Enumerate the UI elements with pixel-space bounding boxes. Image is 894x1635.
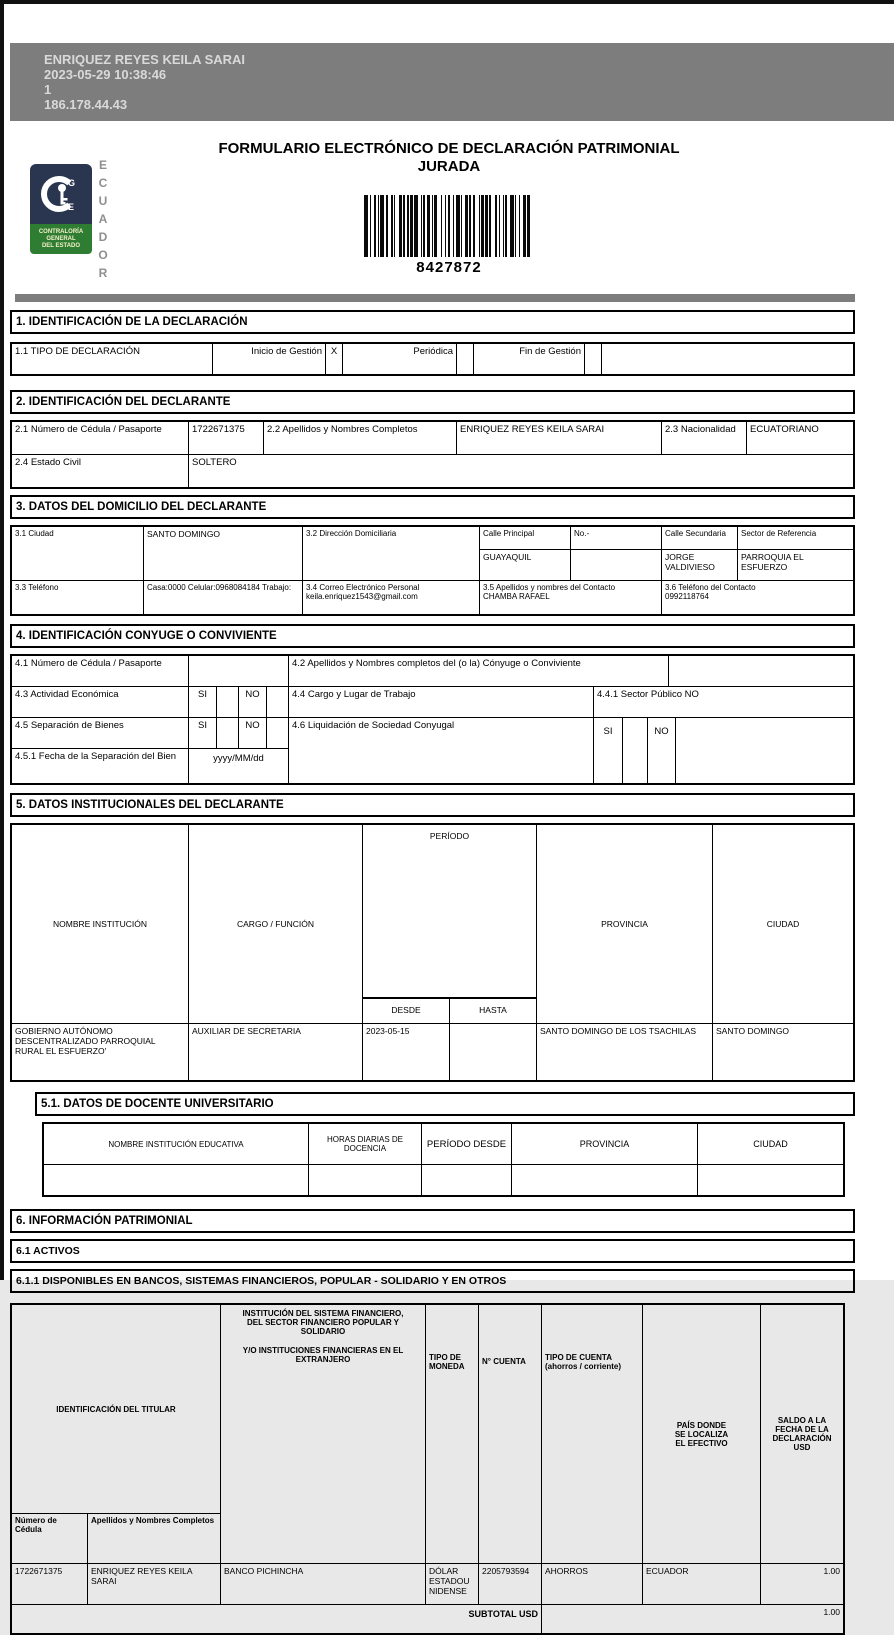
section2-header: 2. IDENTIFICACIÓN DEL DECLARANTE bbox=[10, 390, 855, 414]
bancos-data-row bbox=[12, 1563, 843, 1604]
ecuador-vertical-label: ECUADOR bbox=[96, 158, 110, 284]
direccion-label: 3.2 Dirección Domiciliaria bbox=[302, 527, 479, 580]
actividad-no-label: NO bbox=[238, 687, 266, 717]
sector-publico-label: 4.4.1 Sector Público NO bbox=[593, 687, 853, 717]
ciudad-value: SANTO DOMINGO bbox=[712, 1024, 853, 1080]
section5-table bbox=[10, 823, 855, 1082]
contacto-value: CHAMBA RAFAEL bbox=[483, 592, 550, 601]
domicilio-bottom-row bbox=[12, 580, 853, 614]
section5-1-table bbox=[42, 1122, 845, 1197]
col-nombre-institucion: NOMBRE INSTITUCIÓN bbox=[53, 919, 147, 929]
sector-referencia-label: Sector de Referencia bbox=[737, 527, 853, 549]
contacto-label: 3.5 Apellidos y nombres del Contacto bbox=[483, 583, 616, 592]
banco-moneda-value: DÓLAR ESTADOUNIDENSE bbox=[425, 1564, 478, 1604]
conyuge-nombres-value bbox=[668, 656, 853, 686]
banco-institucion-value: BANCO PICHINCHA bbox=[220, 1564, 425, 1604]
telefono-contacto-value: 0992118764 bbox=[665, 592, 709, 601]
cedula-value: 1722671375 bbox=[188, 422, 263, 454]
titular-subheader-row bbox=[12, 1513, 220, 1563]
section4-table bbox=[10, 654, 855, 785]
apellidos-label: 2.2 Apellidos y Nombres Completos bbox=[263, 422, 456, 454]
banco-saldo-value: 1.00 bbox=[760, 1564, 843, 1604]
actividad-si-label: SI bbox=[188, 687, 216, 717]
col-periodo: PERÍODO bbox=[362, 825, 536, 999]
liquidacion-empty-cell bbox=[675, 718, 853, 783]
docente-ciudad-value bbox=[697, 1165, 843, 1195]
col-identificacion-titular: IDENTIFICACIÓN DEL TITULAR bbox=[56, 1404, 176, 1414]
stamp-datetime: 2023-05-29 10:38:46 bbox=[44, 67, 167, 82]
stamp-page-number: 1 bbox=[44, 82, 52, 97]
bancos-header-row bbox=[12, 1305, 843, 1563]
provincia-value: SANTO DOMINGO DE LOS TSACHILAS bbox=[536, 1024, 712, 1080]
conyuge-cedula-label: 4.1 Número de Cédula / Pasaporte bbox=[15, 658, 162, 669]
col-provincia: PROVINCIA bbox=[536, 825, 712, 1023]
svg-text:G: G bbox=[68, 178, 76, 188]
institucion-value: GOBIERNO AUTÓNOMO DESCENTRALIZADO PARROQUIAL RURAL EL ESFUERZO' bbox=[15, 1026, 156, 1056]
col-desde: DESDE bbox=[362, 999, 449, 1023]
conyuge-cedula-value bbox=[188, 656, 288, 686]
form-title bbox=[4, 140, 894, 176]
estado-civil-label: 2.4 Estado Civil bbox=[15, 457, 82, 468]
declarante-row2 bbox=[12, 454, 853, 487]
correo-value: keila.enriquez1543@gmail.com bbox=[306, 592, 418, 601]
sector-referencia-value: PARROQUIA EL ESFUERZO bbox=[737, 550, 853, 580]
ciudad-value: SANTO DOMINGO bbox=[143, 527, 302, 580]
periodica-label: Periódica bbox=[342, 344, 456, 374]
section5-header: 5. DATOS INSTITUCIONALES DEL DECLARANTE bbox=[10, 793, 855, 817]
cge-org-line1: CONTRALORÍA bbox=[38, 228, 84, 235]
inicio-gestion-checkbox: X bbox=[325, 344, 342, 374]
col-docente-provincia: PROVINCIA bbox=[511, 1124, 697, 1164]
cge-org-line2: GENERAL bbox=[46, 235, 76, 242]
institucional-header-row bbox=[12, 825, 853, 1023]
actividad-si-checkbox bbox=[216, 687, 238, 717]
col-institucion-financiera-line2: Y/O INSTITUCIONES FINANCIERAS EN EL EXTRANJERO bbox=[242, 1346, 404, 1364]
col-hasta: HASTA bbox=[449, 999, 536, 1023]
tipo-declaracion-empty-cell bbox=[601, 344, 853, 374]
numero-value bbox=[570, 550, 661, 580]
periodo-subheader-row bbox=[362, 999, 536, 1023]
periodica-checkbox bbox=[456, 344, 473, 374]
docente-provincia-value bbox=[511, 1165, 697, 1195]
banco-nombres-value: ENRIQUEZ REYES KEILA SARAI bbox=[87, 1564, 220, 1604]
estado-civil-value: SOLTERO bbox=[188, 455, 853, 487]
cargo-trabajo-label: 4.4 Cargo y Lugar de Trabajo bbox=[288, 687, 593, 717]
separacion-no-checkbox bbox=[266, 718, 288, 748]
direccion-subvalues-row bbox=[479, 549, 853, 580]
calle-principal-value: GUAYAQUIL bbox=[479, 550, 570, 580]
nacionalidad-value: ECUATORIANO bbox=[746, 422, 853, 454]
direccion-subgrid bbox=[479, 527, 853, 580]
col-cargo-funcion: CARGO / FUNCIÓN bbox=[188, 825, 362, 1023]
separacion-block bbox=[12, 718, 288, 783]
separacion-label: 4.5 Separación de Bienes bbox=[15, 720, 124, 731]
calle-secundaria-value: JORGE VALDIVIESO bbox=[661, 550, 737, 580]
direccion-sublabels-row bbox=[479, 527, 853, 549]
col-apellidos-nombres: Apellidos y Nombres Completos bbox=[87, 1514, 220, 1563]
separacion-si-checkbox bbox=[216, 718, 238, 748]
barcode-number: 8427872 bbox=[416, 259, 482, 276]
conyuge-nombres-label: 4.2 Apellidos y Nombres completos del (o la) Cónyuge o Conviviente bbox=[288, 656, 668, 686]
correo-label: 3.4 Correo Electrónico Personal bbox=[306, 583, 420, 592]
fin-gestion-label: Fin de Gestión bbox=[473, 344, 584, 374]
section6-1-1-header: 6.1.1 DISPONIBLES EN BANCOS, SISTEMAS FINANCIEROS, POPULAR - SOLIDARIO Y EN OTROS bbox=[10, 1269, 855, 1293]
liquidacion-no-label: NO bbox=[647, 718, 675, 783]
col-numero-cedula: Número de Cédula bbox=[15, 1516, 57, 1534]
fecha-separacion-label: 4.5.1 Fecha de la Separación del Bien bbox=[15, 751, 177, 762]
section1-table bbox=[10, 342, 855, 376]
col-numero-cuenta: N° CUENTA bbox=[478, 1305, 541, 1563]
col-saldo-text: SALDO A LA FECHA DE LA DECLARACIÓN USD bbox=[772, 1416, 832, 1452]
col-nombre-institucion-educativa: NOMBRE INSTITUCIÓN EDUCATIVA bbox=[108, 1139, 244, 1149]
correo-cell bbox=[302, 581, 479, 614]
section6-1-header: 6.1 ACTIVOS bbox=[10, 1239, 855, 1263]
section4-header: 4. IDENTIFICACIÓN CONYUGE O CONVIVIENTE bbox=[10, 624, 855, 648]
subtotal-label: SUBTOTAL USD bbox=[468, 1609, 538, 1619]
docente-nombre-value bbox=[44, 1165, 308, 1195]
col-institucion-financiera bbox=[220, 1305, 425, 1563]
telefono-value: Casa:0000 Celular:0968084184 Trabajo: bbox=[143, 581, 302, 614]
fin-gestion-checkbox bbox=[584, 344, 601, 374]
section3-table bbox=[10, 525, 855, 616]
docente-horas-value bbox=[308, 1165, 421, 1195]
col-horas-docencia: HORAS DIARIAS DE DOCENCIA bbox=[308, 1124, 421, 1164]
liquidacion-block bbox=[288, 718, 853, 783]
conyuge-row1 bbox=[12, 656, 853, 686]
cedula-label: 2.1 Número de Cédula / Pasaporte bbox=[15, 424, 162, 435]
stamp-declarant-name: ENRIQUEZ REYES KEILA SARAI bbox=[44, 52, 246, 67]
telefono-contacto-cell bbox=[661, 581, 853, 614]
col-tipo-moneda: TIPO DE MONEDA bbox=[425, 1305, 478, 1563]
liquidacion-label: 4.6 Liquidación de Sociedad Conyugal bbox=[288, 718, 593, 783]
desde-value: 2023-05-15 bbox=[362, 1024, 449, 1080]
form-title-line2: JURADA bbox=[417, 158, 481, 175]
actividad-no-checkbox bbox=[266, 687, 288, 717]
telefono-label: 3.3 Teléfono bbox=[15, 583, 59, 592]
bancos-table bbox=[10, 1303, 845, 1635]
col-saldo bbox=[760, 1305, 843, 1563]
contacto-cell bbox=[479, 581, 661, 614]
conyuge-bottom-band bbox=[12, 717, 853, 783]
tipo-declaracion-row bbox=[12, 344, 853, 374]
audit-stamp bbox=[10, 43, 894, 121]
banco-pais-value: ECUADOR bbox=[642, 1564, 760, 1604]
col-institucion-financiera-line1: INSTITUCIÓN DEL SISTEMA FINANCIERO, DEL SECTOR FINANCIERO POPULAR Y SOLIDARIO bbox=[242, 1309, 404, 1336]
col-periodo-group bbox=[362, 825, 536, 1023]
tipo-declaracion-label: 1.1 TIPO DE DECLARACIÓN bbox=[15, 346, 140, 357]
institucional-data-row bbox=[12, 1023, 853, 1080]
separacion-row bbox=[12, 718, 288, 748]
section2-table bbox=[10, 420, 855, 489]
calle-secundaria-label: Calle Secundaria bbox=[661, 527, 737, 549]
cge-org-line3: DEL ESTADO bbox=[41, 242, 81, 249]
separator-bar bbox=[15, 294, 855, 302]
liquidacion-si-label: SI bbox=[593, 718, 622, 783]
separacion-si-label: SI bbox=[188, 718, 216, 748]
section6-header: 6. INFORMACIÓN PATRIMONIAL bbox=[10, 1209, 855, 1233]
banco-cedula-value: 1722671375 bbox=[15, 1566, 63, 1576]
domicilio-top-band bbox=[12, 527, 853, 580]
fecha-separacion-row bbox=[12, 748, 288, 783]
inicio-gestion-label: Inicio de Gestión bbox=[212, 344, 325, 374]
actividad-label: 4.3 Actividad Económica bbox=[15, 689, 119, 700]
stamp-ip-address: 186.178.44.43 bbox=[44, 97, 128, 112]
docente-desde-value bbox=[421, 1165, 511, 1195]
fecha-separacion-value: yyyy/MM/dd bbox=[188, 749, 288, 783]
col-ciudad: CIUDAD bbox=[712, 825, 853, 1023]
section1-header: 1. IDENTIFICACIÓN DE LA DECLARACIÓN bbox=[10, 310, 855, 334]
subtotal-value: 1.00 bbox=[541, 1605, 843, 1633]
hasta-value bbox=[449, 1024, 536, 1080]
apellidos-value: ENRIQUEZ REYES KEILA SARAI bbox=[456, 422, 661, 454]
separacion-no-label: NO bbox=[238, 718, 266, 748]
col-pais-efectivo bbox=[642, 1305, 760, 1563]
numero-label: No.- bbox=[570, 527, 661, 549]
telefono-contacto-label: 3.6 Teléfono del Contacto bbox=[665, 583, 756, 592]
col-tipo-cuenta: TIPO DE CUENTA (ahorros / corriente) bbox=[541, 1305, 642, 1563]
cargo-value: AUXILIAR DE SECRETARIA bbox=[188, 1024, 362, 1080]
docente-header-row bbox=[44, 1124, 843, 1164]
docente-data-row bbox=[44, 1164, 843, 1195]
barcode-block bbox=[4, 182, 894, 276]
section5-1-header: 5.1. DATOS DE DOCENTE UNIVERSITARIO bbox=[35, 1092, 855, 1116]
col-pais-efectivo-text: PAÍS DONDE SE LOCALIZA EL EFECTIVO bbox=[674, 1420, 729, 1448]
banco-tipo-cuenta-value: AHORROS bbox=[541, 1564, 642, 1604]
col-docente-ciudad: CIUDAD bbox=[697, 1124, 843, 1164]
svg-text:E: E bbox=[68, 202, 75, 212]
subtotal-row bbox=[12, 1604, 843, 1633]
liquidacion-si-checkbox bbox=[622, 718, 647, 783]
declarante-row1 bbox=[12, 422, 853, 454]
banco-cuenta-value: 2205793594 bbox=[478, 1564, 541, 1604]
barcode-icon bbox=[364, 195, 533, 257]
titular-header-group bbox=[12, 1305, 220, 1563]
nacionalidad-label: 2.3 Nacionalidad bbox=[661, 422, 746, 454]
col-periodo-desde: PERÍODO DESDE bbox=[421, 1124, 511, 1164]
form-title-line1: FORMULARIO ELECTRÓNICO DE DECLARACIÓN PATRIMONIAL bbox=[218, 140, 680, 157]
calle-principal-label: Calle Principal bbox=[479, 527, 570, 549]
conyuge-row2 bbox=[12, 686, 853, 717]
ciudad-label: 3.1 Ciudad bbox=[15, 529, 54, 538]
section3-header: 3. DATOS DEL DOMICILIO DEL DECLARANTE bbox=[10, 495, 855, 519]
